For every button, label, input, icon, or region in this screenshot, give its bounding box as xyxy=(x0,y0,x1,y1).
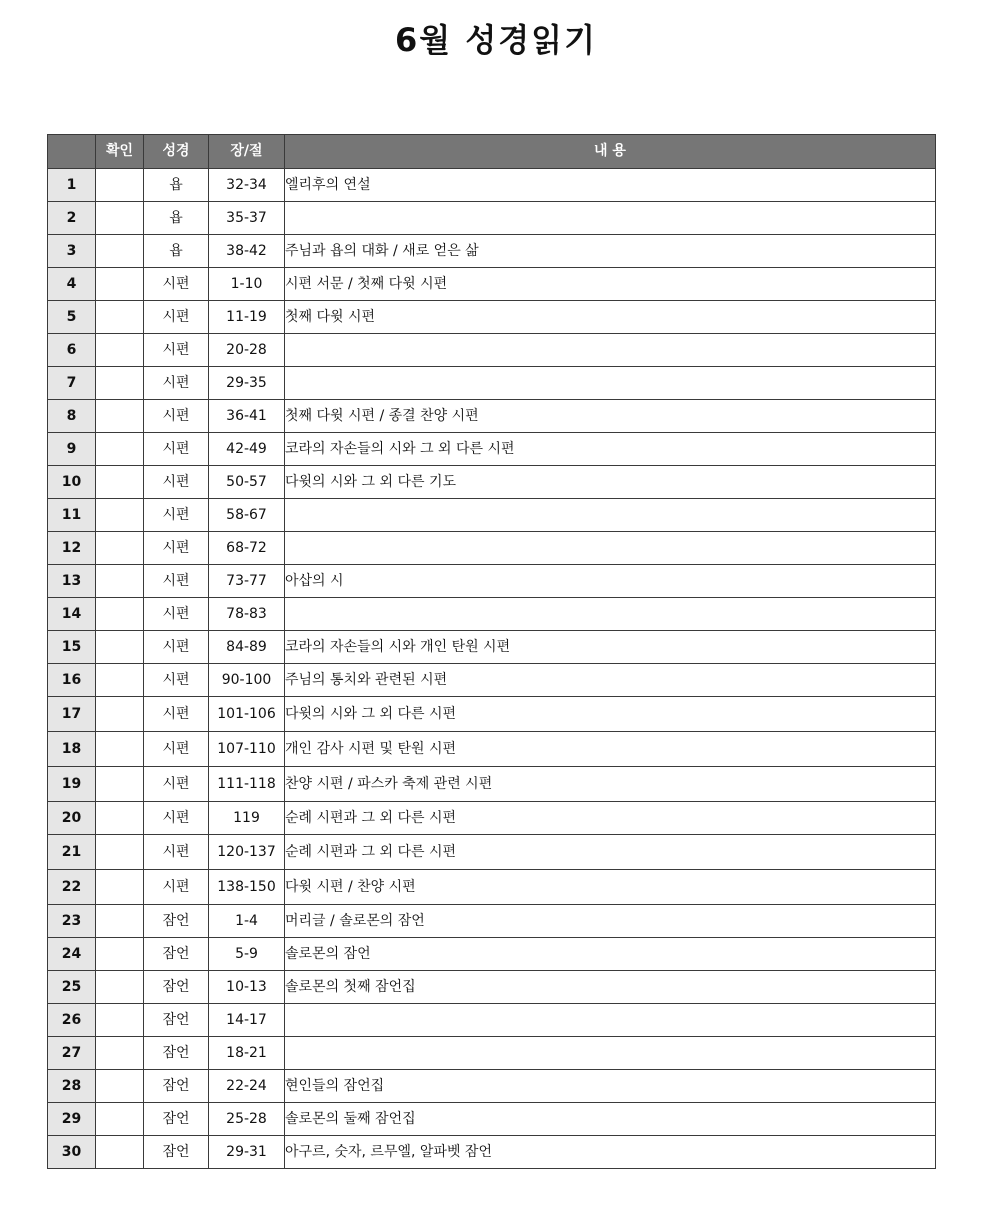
reading-content xyxy=(285,598,936,631)
reading-content xyxy=(285,1037,936,1070)
reading-content xyxy=(285,1004,936,1037)
table-row xyxy=(48,1070,936,1103)
table-row xyxy=(48,664,936,697)
chapter-range: 73-77 xyxy=(209,565,285,598)
reading-content: 순례 시편과 그 외 다른 시편 xyxy=(285,802,936,835)
chapter-range: 101-106 xyxy=(209,697,285,732)
reading-content xyxy=(285,532,936,565)
check-box-cell[interactable] xyxy=(96,400,144,433)
reading-content: 아구르, 숫자, 르무엘, 알파벳 잠언 xyxy=(285,1136,936,1169)
book-name: 잠언 xyxy=(144,1037,209,1070)
day-number: 11 xyxy=(48,499,96,532)
check-box-cell[interactable] xyxy=(96,1136,144,1169)
column-header-chapter: 장/절 xyxy=(209,135,285,169)
reading-content xyxy=(285,367,936,400)
table-row xyxy=(48,1004,936,1037)
table-row xyxy=(48,433,936,466)
check-box-cell[interactable] xyxy=(96,767,144,802)
chapter-range: 138-150 xyxy=(209,870,285,905)
table-row xyxy=(48,499,936,532)
table-row xyxy=(48,631,936,664)
day-number: 10 xyxy=(48,466,96,499)
chapter-range: 119 xyxy=(209,802,285,835)
check-box-cell[interactable] xyxy=(96,532,144,565)
chapter-range: 1-10 xyxy=(209,268,285,301)
table-row xyxy=(48,870,936,905)
table-row xyxy=(48,367,936,400)
book-name: 시편 xyxy=(144,767,209,802)
book-name: 시편 xyxy=(144,732,209,767)
day-number: 14 xyxy=(48,598,96,631)
chapter-range: 29-31 xyxy=(209,1136,285,1169)
day-number: 29 xyxy=(48,1103,96,1136)
book-name: 잠언 xyxy=(144,905,209,938)
check-box-cell[interactable] xyxy=(96,1070,144,1103)
day-number: 1 xyxy=(48,169,96,202)
check-box-cell[interactable] xyxy=(96,169,144,202)
day-number: 12 xyxy=(48,532,96,565)
chapter-range: 35-37 xyxy=(209,202,285,235)
check-box-cell[interactable] xyxy=(96,697,144,732)
book-name: 시편 xyxy=(144,466,209,499)
chapter-range: 14-17 xyxy=(209,1004,285,1037)
table-row xyxy=(48,732,936,767)
table-row xyxy=(48,1103,936,1136)
reading-content: 코라의 자손들의 시와 그 외 다른 시편 xyxy=(285,433,936,466)
check-box-cell[interactable] xyxy=(96,202,144,235)
reading-content: 첫째 다윗 시편 / 종결 찬양 시편 xyxy=(285,400,936,433)
chapter-range: 25-28 xyxy=(209,1103,285,1136)
day-number: 25 xyxy=(48,971,96,1004)
check-box-cell[interactable] xyxy=(96,598,144,631)
day-number: 23 xyxy=(48,905,96,938)
chapter-range: 68-72 xyxy=(209,532,285,565)
reading-content xyxy=(285,499,936,532)
reading-content: 엘리후의 연설 xyxy=(285,169,936,202)
book-name: 시편 xyxy=(144,664,209,697)
chapter-range: 32-34 xyxy=(209,169,285,202)
day-number: 18 xyxy=(48,732,96,767)
book-name: 시편 xyxy=(144,367,209,400)
check-box-cell[interactable] xyxy=(96,565,144,598)
book-name: 시편 xyxy=(144,268,209,301)
table-body xyxy=(48,169,936,1169)
check-box-cell[interactable] xyxy=(96,664,144,697)
column-header-book: 성경 xyxy=(144,135,209,169)
book-name: 시편 xyxy=(144,532,209,565)
table-row xyxy=(48,938,936,971)
chapter-range: 22-24 xyxy=(209,1070,285,1103)
book-name: 잠언 xyxy=(144,1004,209,1037)
reading-content: 주님과 욥의 대화 / 새로 얻은 삶 xyxy=(285,235,936,268)
book-name: 시편 xyxy=(144,499,209,532)
check-box-cell[interactable] xyxy=(96,870,144,905)
column-header-content: 내 용 xyxy=(285,135,936,169)
check-box-cell[interactable] xyxy=(96,732,144,767)
reading-content: 개인 감사 시편 및 탄원 시편 xyxy=(285,732,936,767)
book-name: 잠언 xyxy=(144,1136,209,1169)
book-name: 욥 xyxy=(144,202,209,235)
day-number: 27 xyxy=(48,1037,96,1070)
reading-content: 솔로몬의 첫째 잠언집 xyxy=(285,971,936,1004)
reading-plan-table xyxy=(47,134,936,1169)
day-number: 17 xyxy=(48,697,96,732)
table-row xyxy=(48,334,936,367)
day-number: 26 xyxy=(48,1004,96,1037)
book-name: 잠언 xyxy=(144,971,209,1004)
day-number: 28 xyxy=(48,1070,96,1103)
book-name: 시편 xyxy=(144,835,209,870)
reading-content: 찬양 시편 / 파스카 축제 관련 시편 xyxy=(285,767,936,802)
reading-content: 코라의 자손들의 시와 개인 탄원 시편 xyxy=(285,631,936,664)
book-name: 잠언 xyxy=(144,938,209,971)
check-box-cell[interactable] xyxy=(96,235,144,268)
book-name: 시편 xyxy=(144,565,209,598)
check-box-cell[interactable] xyxy=(96,301,144,334)
check-box-cell[interactable] xyxy=(96,268,144,301)
book-name: 시편 xyxy=(144,697,209,732)
reading-content: 아삽의 시 xyxy=(285,565,936,598)
reading-content: 머리글 / 솔로몬의 잠언 xyxy=(285,905,936,938)
check-box-cell[interactable] xyxy=(96,499,144,532)
day-number: 21 xyxy=(48,835,96,870)
day-number: 3 xyxy=(48,235,96,268)
chapter-range: 90-100 xyxy=(209,664,285,697)
book-name: 욥 xyxy=(144,235,209,268)
book-name: 시편 xyxy=(144,631,209,664)
reading-content: 순례 시편과 그 외 다른 시편 xyxy=(285,835,936,870)
chapter-range: 11-19 xyxy=(209,301,285,334)
check-box-cell[interactable] xyxy=(96,1004,144,1037)
table-row xyxy=(48,268,936,301)
check-box-cell[interactable] xyxy=(96,433,144,466)
table-row xyxy=(48,235,936,268)
reading-content: 시편 서문 / 첫째 다윗 시편 xyxy=(285,268,936,301)
reading-content xyxy=(285,334,936,367)
check-box-cell[interactable] xyxy=(96,367,144,400)
book-name: 시편 xyxy=(144,598,209,631)
table-row xyxy=(48,466,936,499)
day-number: 16 xyxy=(48,664,96,697)
reading-content: 첫째 다윗 시편 xyxy=(285,301,936,334)
reading-content: 다윗의 시와 그 외 다른 시편 xyxy=(285,697,936,732)
day-number: 5 xyxy=(48,301,96,334)
chapter-range: 10-13 xyxy=(209,971,285,1004)
chapter-range: 38-42 xyxy=(209,235,285,268)
day-number: 2 xyxy=(48,202,96,235)
table-row xyxy=(48,1136,936,1169)
day-number: 8 xyxy=(48,400,96,433)
chapter-range: 36-41 xyxy=(209,400,285,433)
table-row xyxy=(48,400,936,433)
chapter-range: 20-28 xyxy=(209,334,285,367)
table-row xyxy=(48,905,936,938)
chapter-range: 1-4 xyxy=(209,905,285,938)
day-number: 19 xyxy=(48,767,96,802)
table-row xyxy=(48,532,936,565)
day-number: 30 xyxy=(48,1136,96,1169)
reading-content xyxy=(285,202,936,235)
table-row xyxy=(48,301,936,334)
check-box-cell[interactable] xyxy=(96,1037,144,1070)
chapter-range: 50-57 xyxy=(209,466,285,499)
table-row xyxy=(48,202,936,235)
day-number: 15 xyxy=(48,631,96,664)
page-title: 6월 성경읽기 xyxy=(395,21,597,59)
table-row xyxy=(48,767,936,802)
chapter-range: 42-49 xyxy=(209,433,285,466)
chapter-range: 120-137 xyxy=(209,835,285,870)
book-name: 시편 xyxy=(144,400,209,433)
day-number: 7 xyxy=(48,367,96,400)
check-box-cell[interactable] xyxy=(96,938,144,971)
table-row xyxy=(48,565,936,598)
chapter-range: 29-35 xyxy=(209,367,285,400)
book-name: 시편 xyxy=(144,870,209,905)
reading-content: 다윗의 시와 그 외 다른 기도 xyxy=(285,466,936,499)
check-box-cell[interactable] xyxy=(96,802,144,835)
reading-content: 다윗 시편 / 찬양 시편 xyxy=(285,870,936,905)
day-number: 22 xyxy=(48,870,96,905)
table-row xyxy=(48,971,936,1004)
day-number: 6 xyxy=(48,334,96,367)
chapter-range: 107-110 xyxy=(209,732,285,767)
column-header-check: 확인 xyxy=(96,135,144,169)
table-row xyxy=(48,835,936,870)
day-number: 9 xyxy=(48,433,96,466)
reading-content: 주님의 통치와 관련된 시편 xyxy=(285,664,936,697)
table-header-row xyxy=(48,135,936,169)
check-box-cell[interactable] xyxy=(96,631,144,664)
book-name: 욥 xyxy=(144,169,209,202)
chapter-range: 58-67 xyxy=(209,499,285,532)
chapter-range: 18-21 xyxy=(209,1037,285,1070)
reading-content: 현인들의 잠언집 xyxy=(285,1070,936,1103)
day-number: 13 xyxy=(48,565,96,598)
check-box-cell[interactable] xyxy=(96,1103,144,1136)
chapter-range: 111-118 xyxy=(209,767,285,802)
book-name: 시편 xyxy=(144,301,209,334)
book-name: 시편 xyxy=(144,802,209,835)
check-box-cell[interactable] xyxy=(96,971,144,1004)
day-number: 20 xyxy=(48,802,96,835)
table-row xyxy=(48,169,936,202)
check-box-cell[interactable] xyxy=(96,905,144,938)
book-name: 잠언 xyxy=(144,1070,209,1103)
check-box-cell[interactable] xyxy=(96,334,144,367)
reading-content: 솔로몬의 둘째 잠언집 xyxy=(285,1103,936,1136)
day-number: 24 xyxy=(48,938,96,971)
chapter-range: 84-89 xyxy=(209,631,285,664)
book-name: 잠언 xyxy=(144,1103,209,1136)
chapter-range: 78-83 xyxy=(209,598,285,631)
table-row xyxy=(48,598,936,631)
table-row xyxy=(48,697,936,732)
table-row xyxy=(48,802,936,835)
chapter-range: 5-9 xyxy=(209,938,285,971)
reading-content: 솔로몬의 잠언 xyxy=(285,938,936,971)
book-name: 시편 xyxy=(144,334,209,367)
book-name: 시편 xyxy=(144,433,209,466)
column-header-day xyxy=(48,135,96,169)
check-box-cell[interactable] xyxy=(96,466,144,499)
check-box-cell[interactable] xyxy=(96,835,144,870)
day-number: 4 xyxy=(48,268,96,301)
table-row xyxy=(48,1037,936,1070)
